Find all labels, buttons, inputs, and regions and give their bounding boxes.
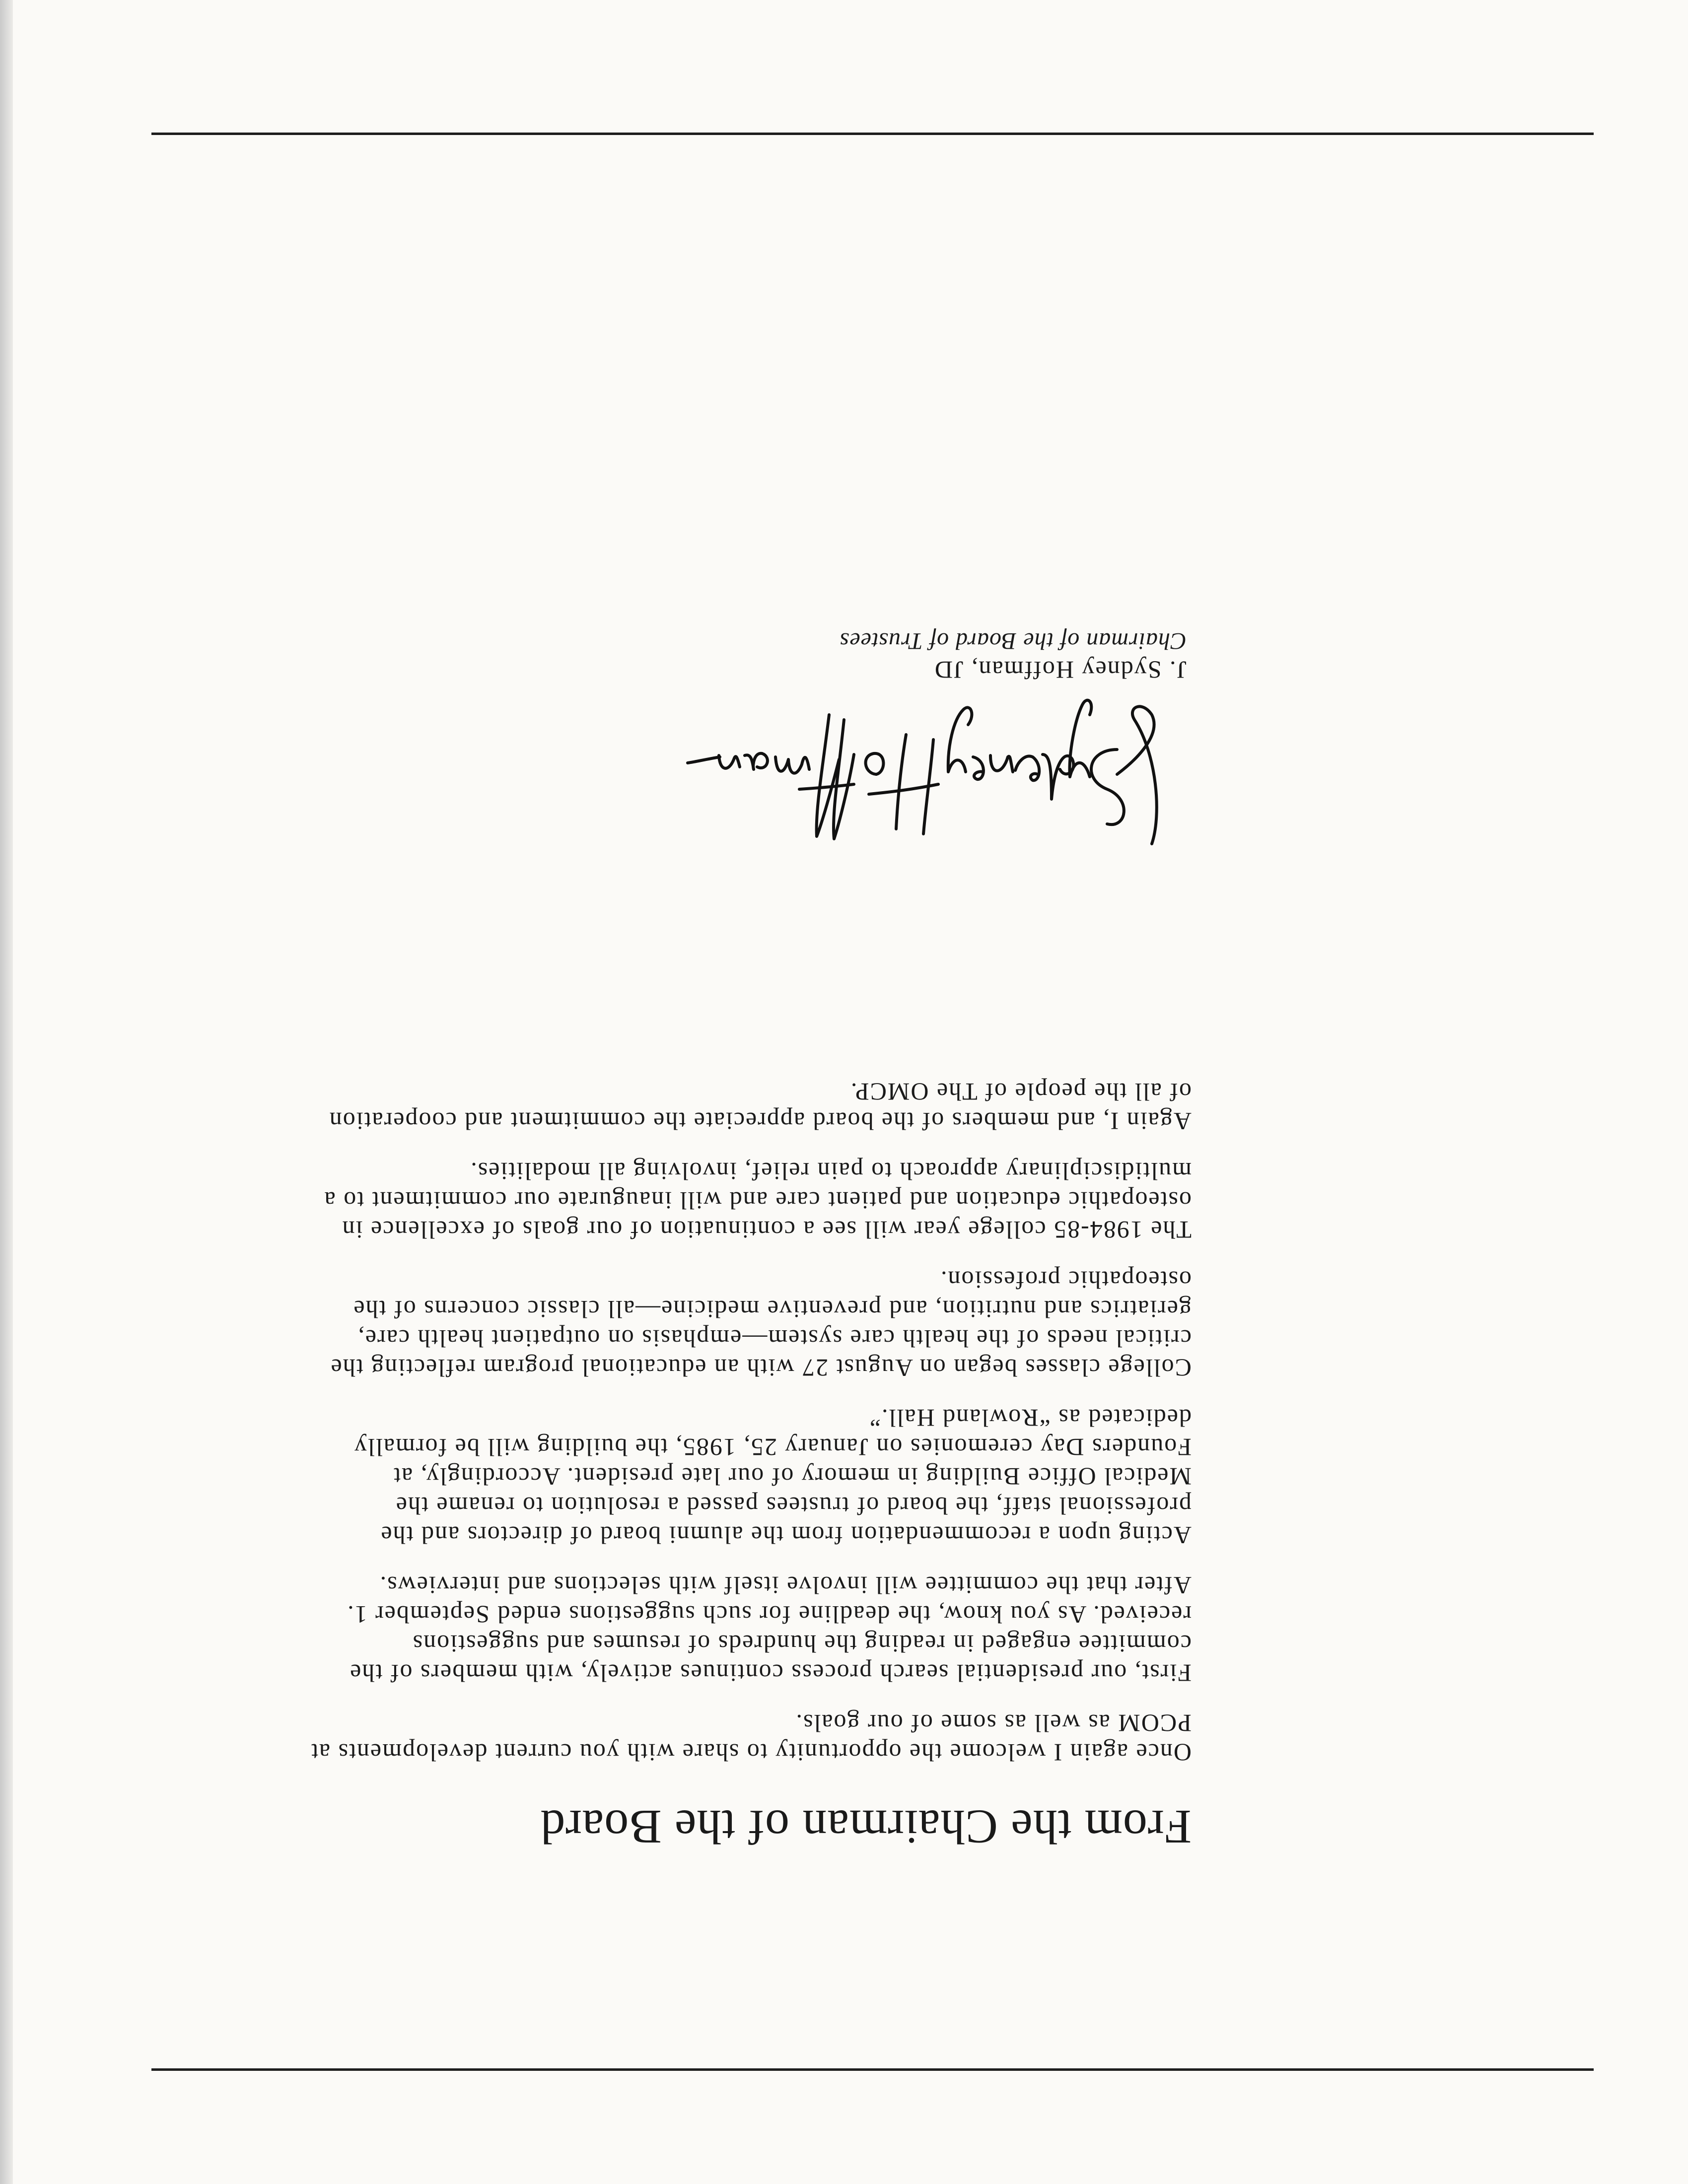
paragraph-college-year: The 1984-85 college year will see a continuation of our goals of excellence in osteopathic education and patient care and will inaugurate our commitment to a multidisciplinary approach to pain relief, involving all modalities. (323, 1158, 1192, 1244)
handwritten-signature (685, 685, 1182, 884)
paragraph-presidential-search: First, our presidential search process continues actively, with members of the committee engaged in reading the hundreds of resumes and suggestions received. As you know, the deadline for such suggestions ended September 1. After that the committee will involve itself with selections and interviews. (347, 1571, 1192, 1687)
letter-heading: From the Chairman of the Board (540, 1800, 1192, 1853)
signer-name: J. Sydney Hoffman, JD (933, 656, 1187, 684)
paragraph-closing: Again I, and members of the board appreciate the commitment and cooperation of all the people of The OMCP. (328, 1078, 1192, 1135)
letter-body (308, 1056, 1192, 1767)
signer-title: Chairman of the Board of Trustees (839, 628, 1187, 654)
paragraph-rowland-hall: Acting upon a recommendation from the alumni board of directors and the professional staff, the board of trustees passed a resolution to rename the Medical Office Building in memory of our late president. Accordingly, at Founders Day ceremonies on January 25, 1985, the building will be formally dedicated as “Rowland Hall.” (353, 1404, 1192, 1549)
paragraph-college-classes: College classes began on August 27 with an educational program reflecting the critical needs of the health care system—emphasis on outpatient health care, geriatrics and nutrition, and preventive medicine—all classic concerns of the osteopathic profession. (330, 1266, 1192, 1382)
signer-block (591, 626, 1187, 685)
paragraph-intro: Once again I welcome the opportunity to share with you current developments at PCOM as well as some of our goals. (310, 1709, 1192, 1767)
